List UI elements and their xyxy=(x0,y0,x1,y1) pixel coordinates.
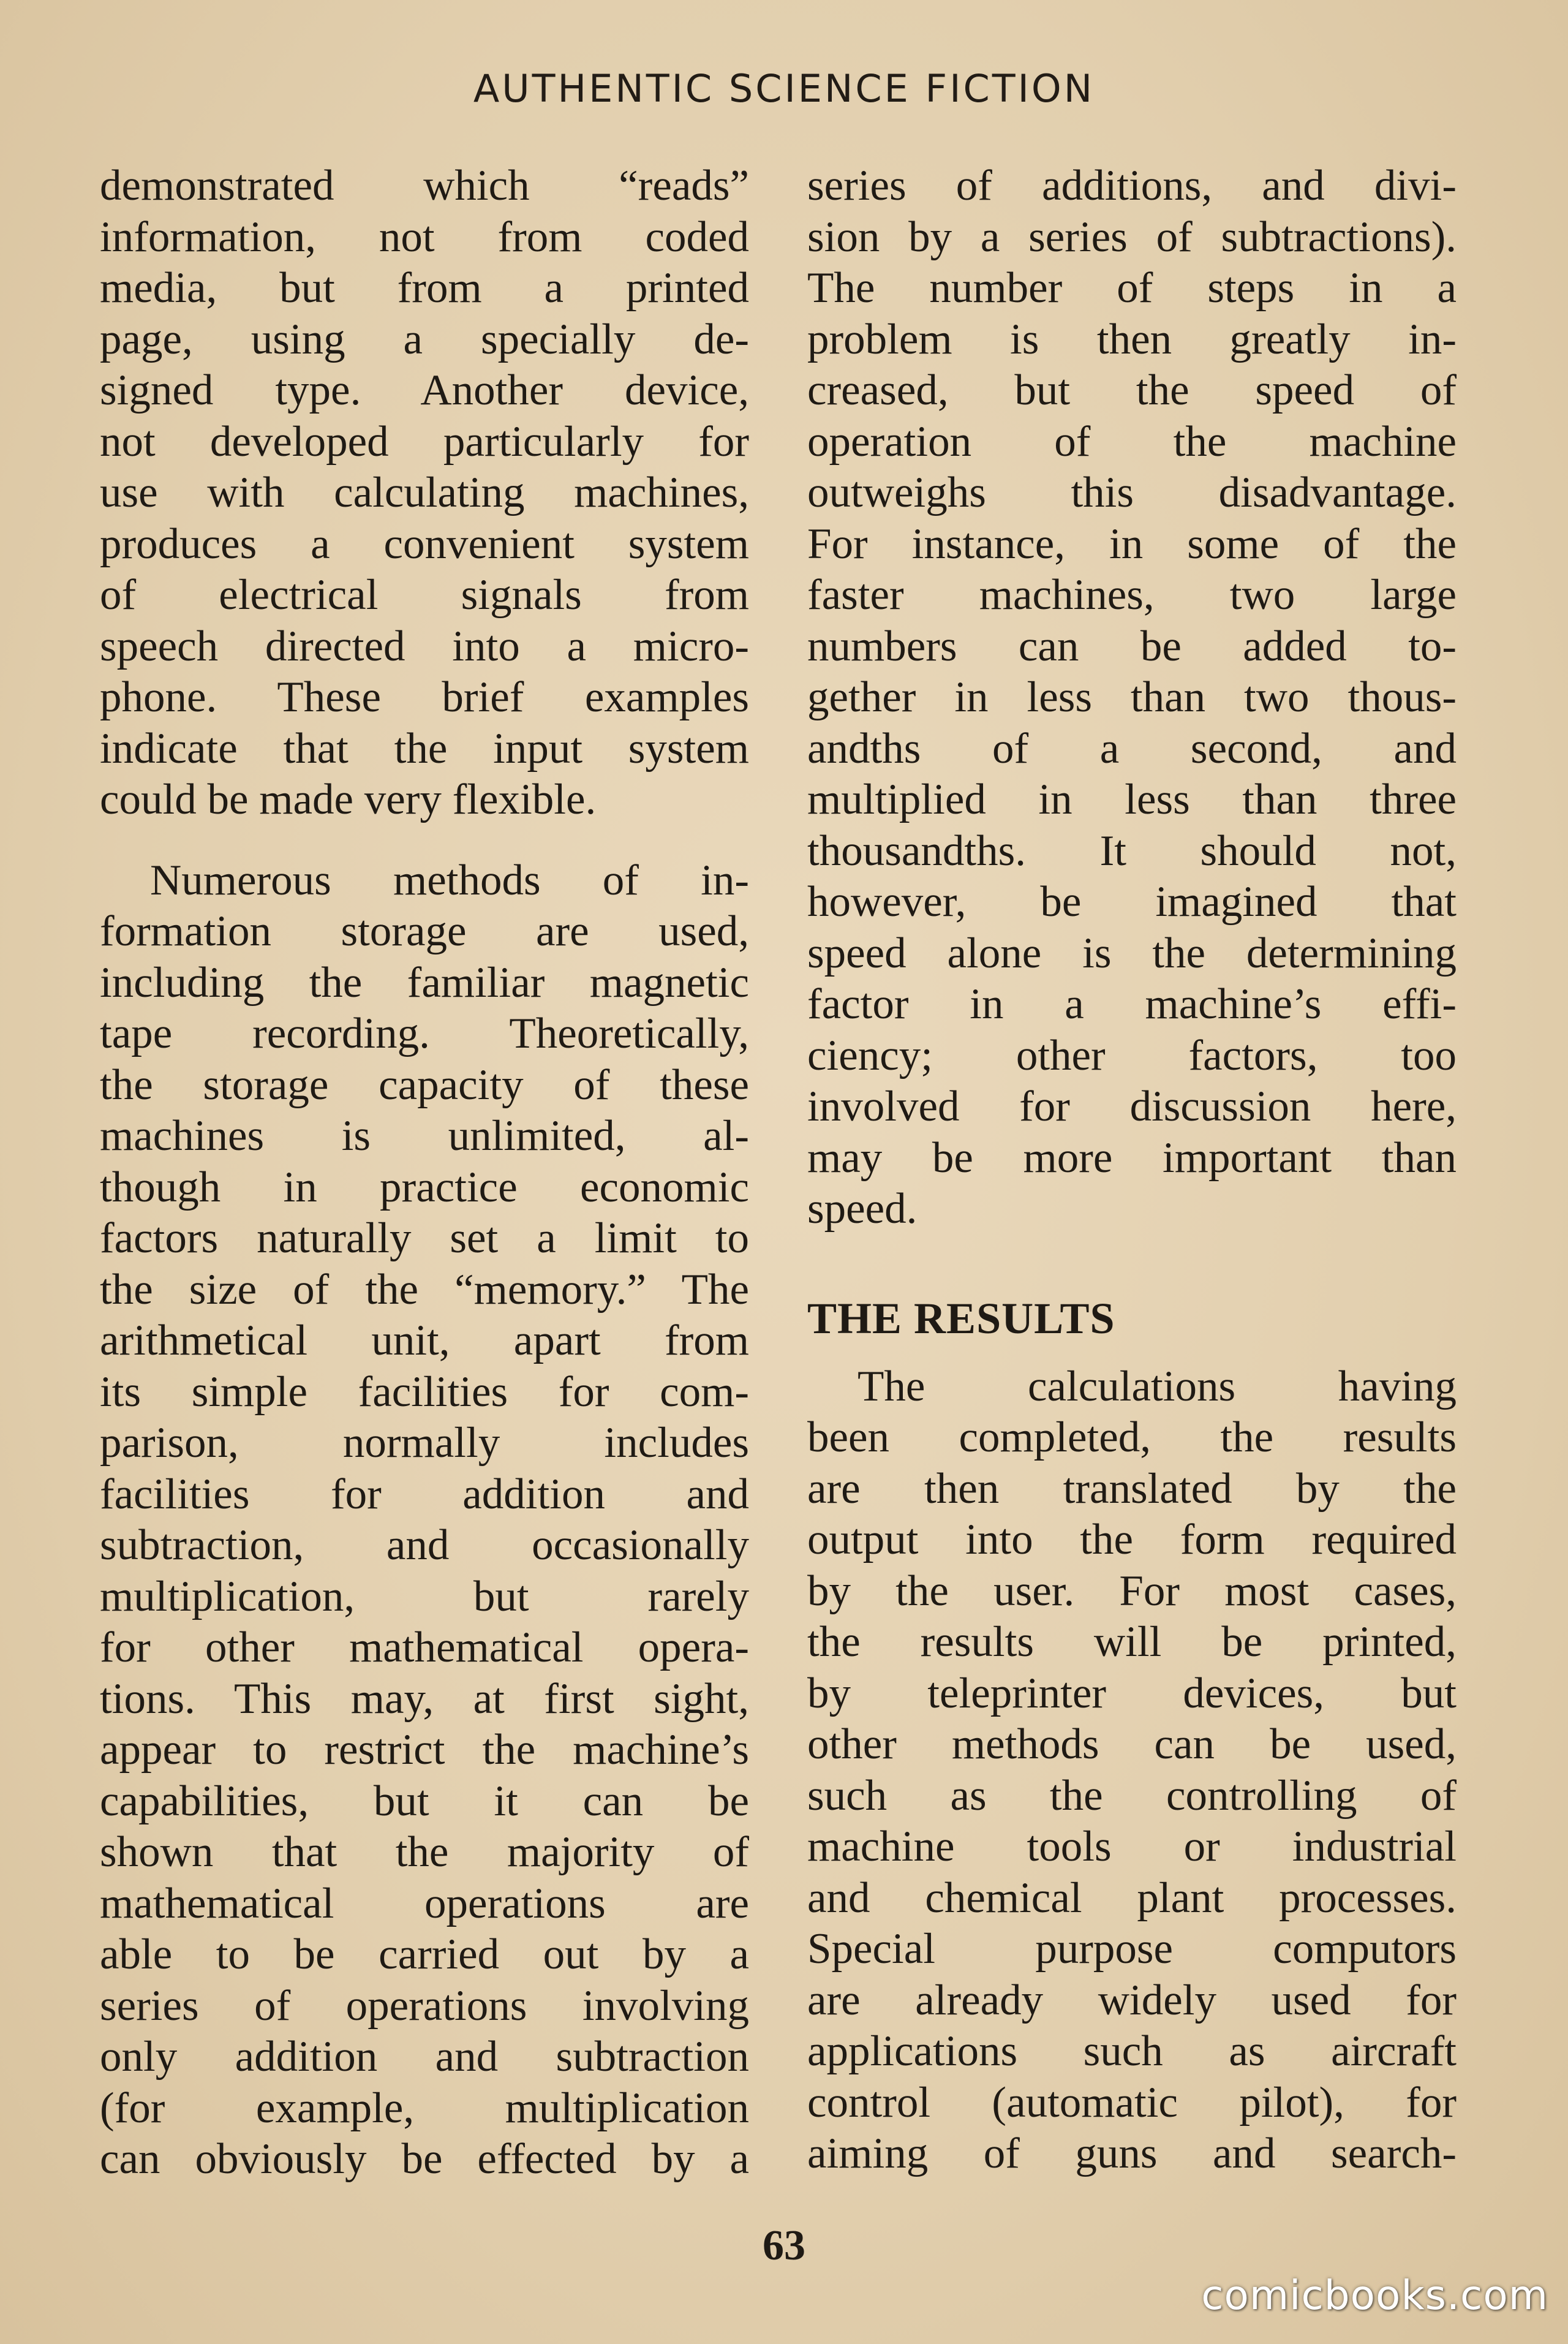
text-line: of electrical signals from xyxy=(100,571,749,619)
text-line: capabilities, but it can be xyxy=(100,1777,749,1825)
text-line: are already widely used for xyxy=(807,1976,1457,2024)
text-line: ciency; other factors, too xyxy=(807,1031,1457,1079)
text-line: multiplied in less than three xyxy=(807,776,1457,823)
text-line: aiming of guns and search- xyxy=(807,2130,1457,2177)
page-number: 63 xyxy=(763,2222,805,2269)
text-line: only addition and subtraction xyxy=(100,2033,749,2081)
paragraph-gap xyxy=(100,826,749,855)
paragraph xyxy=(100,161,749,826)
text-line: control (automatic pilot), for xyxy=(807,2078,1457,2127)
text-line: demonstrated which “reads” xyxy=(100,162,749,210)
text-line: been completed, the results xyxy=(807,1413,1457,1461)
text-line: media, but from a printed xyxy=(100,264,749,312)
text-line: factors naturally set a limit to xyxy=(100,1214,749,1262)
text-line: faster machines, two large xyxy=(807,571,1457,619)
text-line: can obviously be effected by a xyxy=(100,2135,749,2183)
text-line: phone. These brief examples xyxy=(100,673,749,721)
text-line: the results will be printed, xyxy=(807,1618,1457,1666)
text-line: parison, normally includes xyxy=(100,1419,749,1467)
text-line: other methods can be used, xyxy=(807,1720,1457,1768)
text-line: speed. xyxy=(807,1185,918,1233)
text-line: output into the form required xyxy=(807,1516,1457,1563)
text-line: involved for discussion here, xyxy=(807,1083,1457,1130)
text-line: however, be imagined that xyxy=(807,878,1457,926)
text-line: speech directed into a micro- xyxy=(100,622,749,670)
text-line: and chemical plant processes. xyxy=(807,1873,1457,1922)
watermark: comicbooks.com xyxy=(1201,2272,1548,2319)
text-line: information, not from coded xyxy=(100,213,749,261)
text-line: Special purpose computors xyxy=(807,1925,1457,1973)
text-line: not developed particularly for xyxy=(100,417,749,466)
text-line: produces a convenient system xyxy=(100,520,749,568)
text-line: though in practice economic xyxy=(100,1163,749,1211)
text-line: are then translated by the xyxy=(807,1464,1457,1513)
text-line: thousandths. It should not, xyxy=(807,826,1457,875)
text-line: could be made very flexible. xyxy=(100,776,597,823)
text-line: appear to restrict the machine’s xyxy=(100,1726,749,1774)
text-line: signed type. Another device, xyxy=(100,366,749,414)
text-line: Numerous methods of in- xyxy=(150,856,749,904)
text-line: numbers can be added to- xyxy=(807,622,1457,670)
text-line: gether in less than two thous- xyxy=(807,673,1457,721)
paragraph xyxy=(807,1361,1457,2180)
text-line: andths of a second, and xyxy=(807,724,1457,773)
text-line: tape recording. Theoretically, xyxy=(100,1010,749,1057)
text-line: subtraction, and occasionally xyxy=(100,1521,749,1569)
text-line: creased, but the speed of xyxy=(807,366,1457,414)
text-line: outweighs this disadvantage. xyxy=(807,469,1457,516)
text-line: mathematical operations are xyxy=(100,1879,749,1927)
text-line: machine tools or industrial xyxy=(807,1823,1457,1870)
text-line: sion by a series of subtractions). xyxy=(807,213,1457,261)
left-column xyxy=(100,161,749,2185)
text-line: its simple facilities for com- xyxy=(100,1367,749,1416)
text-line: use with calculating machines, xyxy=(100,469,749,516)
text-line: able to be carried out by a xyxy=(100,1930,749,1978)
text-line: The calculations having xyxy=(858,1362,1457,1410)
text-line: indicate that the input system xyxy=(100,724,749,773)
text-line: tions. This may, at first sight, xyxy=(100,1674,749,1723)
text-line: for other mathematical opera- xyxy=(100,1624,749,1671)
text-line: speed alone is the determining xyxy=(807,929,1457,977)
text-line: applications such as aircraft xyxy=(807,2027,1457,2075)
text-line: shown that the majority of xyxy=(100,1828,749,1876)
text-line: formation storage are used, xyxy=(100,907,749,955)
text-line: by teleprinter devices, but xyxy=(807,1669,1457,1717)
text-line: For instance, in some of the xyxy=(807,520,1457,568)
text-line: series of operations involving xyxy=(100,1981,749,2030)
paragraph xyxy=(807,161,1457,1235)
text-line: operation of the machine xyxy=(807,417,1457,466)
text-line: arithmetical unit, apart from xyxy=(100,1317,749,1364)
text-line: (for example, multiplication xyxy=(100,2084,749,2132)
text-line: by the user. For most cases, xyxy=(807,1567,1457,1615)
text-line: multiplication, but rarely xyxy=(100,1572,749,1620)
text-line: such as the controlling of xyxy=(807,1771,1457,1820)
text-line: the storage capacity of these xyxy=(100,1060,749,1109)
text-line: problem is then greatly in- xyxy=(807,315,1457,363)
section-heading: THE RESULTS xyxy=(807,1293,1115,1343)
text-line: including the familiar magnetic xyxy=(100,958,749,1007)
text-line: page, using a specially de- xyxy=(100,315,749,363)
running-head: AUTHENTIC SCIENCE FICTION xyxy=(473,66,1095,111)
right-column xyxy=(807,161,1457,2180)
paragraph xyxy=(100,855,749,2185)
text-line: machines is unlimited, al- xyxy=(100,1112,749,1160)
text-line: the size of the “memory.” The xyxy=(100,1265,749,1314)
text-line: may be more important than xyxy=(807,1133,1457,1182)
text-line: facilities for addition and xyxy=(100,1470,749,1518)
text-line: The number of steps in a xyxy=(807,264,1457,312)
text-line: factor in a machine’s effi- xyxy=(807,980,1457,1028)
text-line: series of additions, and divi- xyxy=(807,162,1457,210)
